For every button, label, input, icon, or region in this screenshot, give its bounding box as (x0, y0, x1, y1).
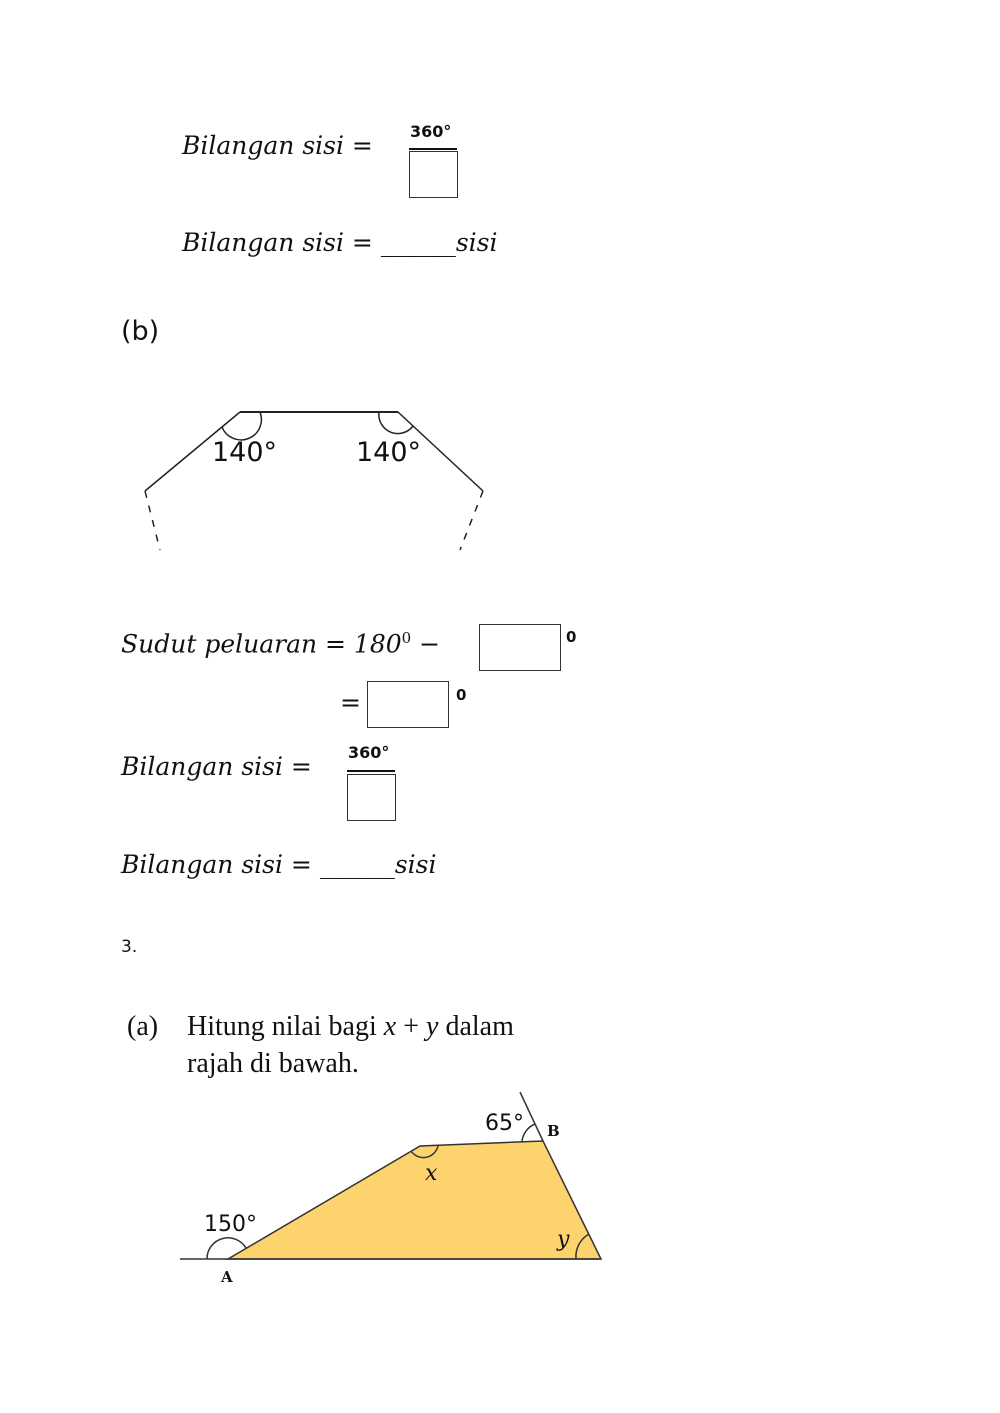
quadrilateral-shape (228, 1141, 601, 1259)
vertex-label-b: B (547, 1122, 560, 1140)
equals-sign: = (340, 688, 361, 717)
answer-blank-b[interactable]: ______ (319, 850, 395, 879)
sides-formula-b (121, 752, 312, 781)
question-part-label: (a) (127, 1011, 159, 1042)
question-line-1: Hitung nilai bagi x + y dalam (187, 1011, 514, 1042)
box-sup-2: 0 (456, 686, 467, 704)
polygon-fragment-diagram (0, 0, 1000, 600)
unit-sisi: sisi (455, 228, 498, 257)
fraction-numerator-b: 360° (348, 743, 390, 762)
question-number: 3. (121, 937, 138, 957)
angle-label-x: x (425, 1161, 438, 1186)
exterior-angle-box[interactable] (367, 681, 449, 728)
exterior-angle-lhs: Sudut peluaran = 180 (121, 629, 402, 659)
quadrilateral-diagram (0, 1080, 1000, 1300)
vertex-label-a: A (221, 1268, 233, 1286)
var-x: x (383, 1011, 397, 1042)
degree-sup: 0 (401, 629, 412, 647)
unit-sisi-b: sisi (394, 850, 437, 879)
sides-formula-lhs: Bilangan sisi = (182, 131, 373, 160)
sides-result-b (121, 850, 436, 879)
angle-label-left: 140° (212, 437, 278, 468)
angle-label-65: 65° (485, 1111, 524, 1136)
angle-label-y: y (557, 1227, 570, 1252)
polygon-left-dashed (145, 491, 160, 550)
sides-result-lhs-b: Bilangan sisi = (121, 850, 312, 879)
fraction-line-b (347, 770, 395, 772)
answer-blank[interactable]: ______ (380, 228, 456, 257)
minus-sign: − (419, 629, 441, 659)
question-line-2: rajah di bawah. (187, 1048, 359, 1079)
angle-label-150: 150° (204, 1212, 257, 1237)
interior-angle-box[interactable] (479, 624, 561, 671)
fraction-numerator-a: 360° (410, 122, 452, 141)
sides-result-lhs: Bilangan sisi = (182, 228, 373, 257)
exterior-angle-formula (121, 629, 440, 658)
angle-arc-left (222, 412, 261, 440)
part-b-label: (b) (121, 316, 160, 347)
angle-arc-right (379, 412, 413, 434)
sides-formula-lhs-b: Bilangan sisi = (121, 752, 312, 781)
question-text (187, 1008, 607, 1082)
polygon-right-dashed (460, 491, 483, 550)
denominator-box-b[interactable] (347, 774, 396, 821)
angle-label-right: 140° (356, 437, 422, 468)
box-sup-1: 0 (566, 628, 577, 646)
var-y: y (426, 1011, 439, 1042)
